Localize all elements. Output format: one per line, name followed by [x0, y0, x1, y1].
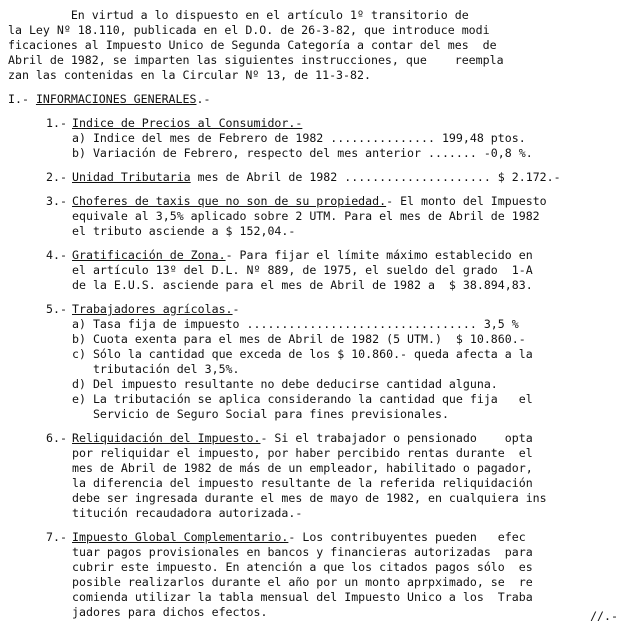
numbered-item: [8, 530, 620, 620]
item-line: mes de Abril de 1982 de más de un empleador, habilitado o pagador,: [72, 461, 533, 475]
page-continuation-mark: //.-: [590, 609, 618, 623]
item-title: Indice de Precios al Consumidor.-: [72, 116, 303, 130]
item-line: titución recaudadora autorizada.-: [72, 506, 303, 520]
item-title-rest: - Los contribuyentes pueden efec: [288, 530, 526, 544]
numbered-item: [8, 194, 620, 239]
item-line: equivale al 3,5% aplicado sobre 2 UTM. Para el mes de Abril de 1982: [72, 209, 540, 223]
item-number: 4.-: [46, 248, 67, 262]
item-line: d) Del impuesto resultante no debe deducirse cantidad alguna.: [72, 377, 498, 391]
item-number: 2.-: [46, 170, 67, 184]
item-title: Gratificación de Zona.: [72, 248, 226, 262]
item-line: e) La tributación se aplica considerando la cantidad que fija el: [72, 392, 533, 406]
item-first-line: [72, 170, 620, 185]
item-line: a) Tasa fija de impuesto ................................. 3,5 %: [72, 317, 519, 331]
item-first-line: [72, 530, 620, 545]
item-first-line: [72, 194, 620, 209]
section-heading: [8, 92, 620, 107]
item-line: por reliquidar el impuesto, por haber percibido rentas durante el: [72, 446, 533, 460]
item-number: 5.-: [46, 302, 67, 316]
intro-line: zan las contenidas en la Circular Nº 13, de 11-3-82.: [8, 68, 371, 82]
item-title-rest: - Si el trabajador o pensionado opta: [260, 431, 533, 445]
item-first-line: [72, 248, 620, 263]
item-line: el artículo 13º del D.L. Nº 889, de 1975, el sueldo del grado 1-A: [72, 263, 533, 277]
item-title: Reliquidación del Impuesto.: [72, 431, 261, 445]
item-title: Impuesto Global Complementario.: [72, 530, 289, 544]
item-title-rest: - El monto del Impuesto: [386, 194, 547, 208]
sections-list: [8, 116, 620, 620]
item-title: Choferes de taxis que no son de su propiedad.: [72, 194, 387, 208]
item-title-rest: -: [232, 302, 240, 316]
item-line: tuar pagos provisionales en bancos y financieras autorizadas para: [72, 545, 533, 559]
item-number: 3.-: [46, 194, 67, 208]
item-line: b) Cuota exenta para el mes de Abril de 1982 (5 UTM.) $ 10.860.-: [72, 332, 526, 346]
item-first-line: [72, 116, 620, 131]
intro-line: ficaciones al Impuesto Unico de Segunda Categoría a contar del mes de: [8, 38, 497, 52]
item-line: posible realizarlos durante el año por un monto aprpximado, se re: [72, 575, 533, 589]
intro-line: Abril de 1982, se imparten las siguientes instrucciones, que reempla: [8, 53, 504, 67]
item-line: cubrir este impuesto. En atención a que los citados pagos sólo es: [72, 560, 533, 574]
numbered-item: [8, 170, 620, 185]
item-first-line: [72, 431, 620, 446]
numbered-item: [8, 431, 620, 521]
numbered-item: [8, 302, 620, 422]
item-line: debe ser ingresada durante el mes de mayo de 1982, en cualquiera ins: [72, 491, 547, 505]
item-line: a) Indice del mes de Febrero de 1982 ............... 199,48 ptos.: [72, 131, 526, 145]
item-title-rest: - Para fijar el límite máximo establecido en: [225, 248, 533, 262]
heading-number: I.-: [8, 92, 29, 106]
item-first-line: [72, 302, 620, 317]
heading-title: INFORMACIONES GENERALES: [35, 92, 197, 106]
item-line: de la E.U.S. asciende para el mes de Abril de 1982 a $ 38.894,83.: [72, 278, 533, 292]
item-line: Servicio de Seguro Social para fines previsionales.: [72, 407, 449, 421]
item-number: 7.-: [46, 530, 67, 544]
item-line: b) Variación de Febrero, respecto del mes anterior ....... -0,8 %.: [72, 146, 533, 160]
item-line: la diferencia del impuesto resultante de la referida reliquidación: [72, 476, 533, 490]
item-line: tributación del 3,5%.: [72, 362, 240, 376]
numbered-item: [8, 116, 620, 161]
heading-suffix: .-: [196, 92, 211, 106]
item-number: 6.-: [46, 431, 67, 445]
item-line: el tributo asciende a $ 152,04.-: [72, 224, 296, 238]
item-title-rest: mes de Abril de 1982 ..................... $ 2.172.-: [190, 170, 561, 184]
intro-line: En virtud a lo dispuesto en el artículo 1º transitorio de: [8, 8, 469, 22]
item-title: Unidad Tributaria: [72, 170, 191, 184]
item-line: c) Sólo la cantidad que exceda de los $ 10.860.- queda afecta a la: [72, 347, 533, 361]
item-line: jadores para dichos efectos.: [72, 605, 268, 619]
intro-paragraph: [8, 8, 620, 83]
numbered-item: [8, 248, 620, 293]
item-line: comienda utilizar la tabla mensual del Impuesto Unico a los Traba: [72, 590, 533, 604]
item-number: 1.-: [46, 116, 67, 130]
intro-line: la Ley Nº 18.110, publicada en el D.O. de 26-3-82, que introduce modi: [8, 23, 490, 37]
item-title: Trabajadores agrícolas.: [72, 302, 233, 316]
